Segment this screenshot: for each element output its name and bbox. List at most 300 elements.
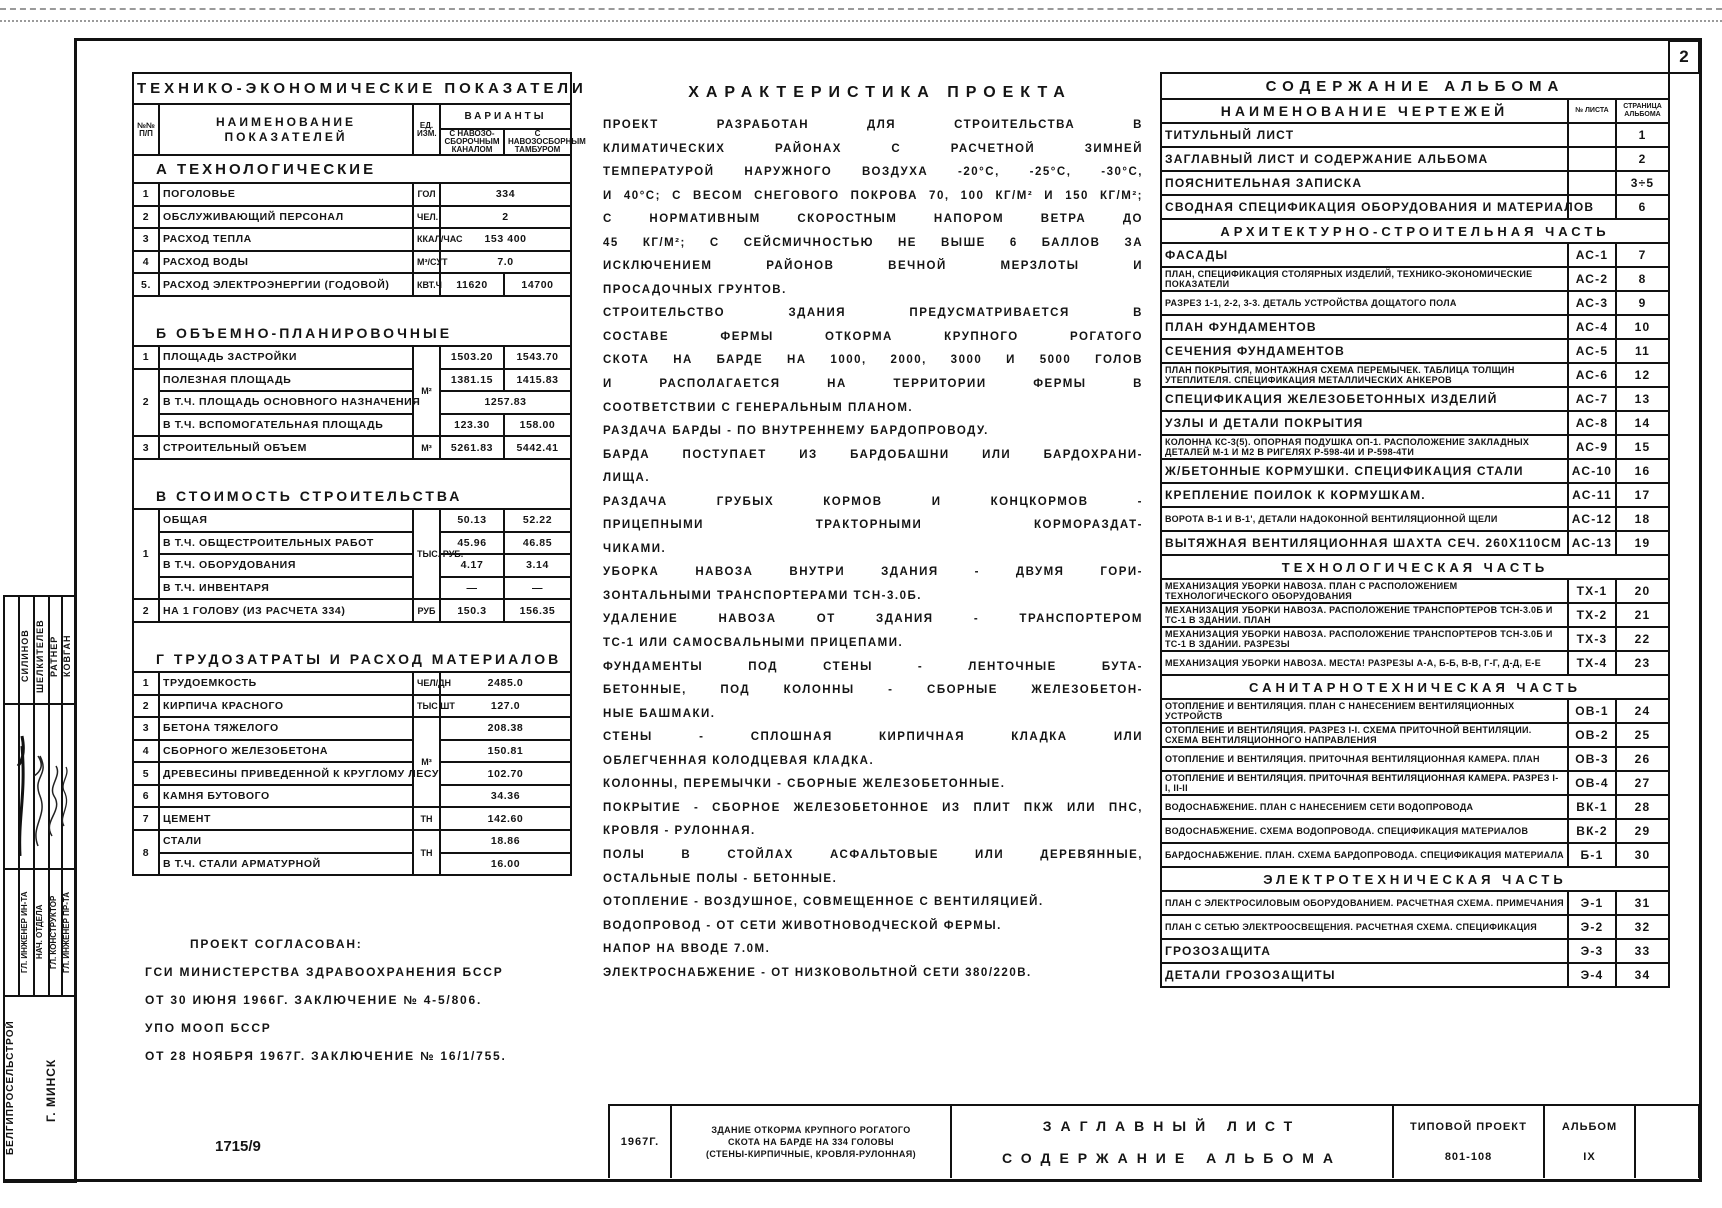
signatory-name: СИЛИНОВ [20, 629, 30, 683]
indicator-value: 11620 [440, 273, 504, 296]
contents-row [1161, 339, 1669, 363]
stamp-sheet-title-line: ЗАГЛАВНЫЙ ЛИСТ [1042, 1118, 1302, 1134]
indicator-number: 3 [133, 436, 159, 459]
stamp-project-label: ТИПОВОЙ ПРОЕКТ [1410, 1121, 1527, 1133]
indicators-section-title: А ТЕХНОЛОГИЧЕСКИЕ [133, 155, 571, 183]
contents-row [1161, 723, 1669, 747]
indicator-name: В Т.Ч. ОБЩЕСТРОИТЕЛЬНЫХ РАБОТ [159, 532, 413, 555]
drawing-name: ПЛАН ФУНДАМЕНТОВ [1161, 315, 1568, 339]
indicator-value: 14700 [504, 273, 571, 296]
stamp-album-label: АЛЬБОМ [1561, 1121, 1618, 1133]
indicator-name: ДРЕВЕСИНЫ ПРИВЕДЕННОЙ К КРУГЛОМУ ЛЕСУ [159, 762, 413, 785]
indicator-value: 153 400 [440, 228, 571, 251]
indicator-unit: ТЫС ШТ [413, 695, 440, 718]
drawing-name: МЕХАНИЗАЦИЯ УБОРКИ НАВОЗА. РАСПОЛОЖЕНИЕ ТРАНСПОРТЕРОВ ТСН-3.0Б И ТС-1 В ЗДАНИИ. РАЗРЕЗЫ [1161, 627, 1568, 651]
indicator-number: 2 [133, 369, 159, 437]
indicator-number: 2 [133, 599, 159, 622]
drawing-sheet-number: АС-12 [1568, 507, 1616, 531]
indicator-unit: ТН [413, 830, 440, 875]
header-unit: ЕД. ИЗМ. [413, 104, 440, 155]
project-text-line: УБОРКА НАВОЗА ВНУТРИ ЗДАНИЯ - ДВУМЯ ГОРИ- [603, 566, 1143, 579]
project-text-line: СТРОИТЕЛЬСТВО ЗДАНИЯ ПРЕДУСМАТРИВАЕТСЯ В [603, 307, 1143, 320]
project-text-line: КЛИМАТИЧЕСКИХ РАЙОНАХ С РАСЧЕТНОЙ ЗИМНЕЙ [603, 142, 1143, 155]
project-text-line: ИСКЛЮЧЕНИЕМ РАЙОНОВ ВЕЧНОЙ МЕРЗЛОТЫ И [603, 260, 1143, 273]
contents-row [1161, 819, 1669, 843]
drawing-sheet-number: ТХ-4 [1568, 651, 1616, 675]
indicator-row [133, 695, 571, 718]
stamp-album-number: IX [1583, 1151, 1596, 1163]
indicator-name: ПОГОЛОВЬЕ [159, 183, 413, 206]
drawing-album-page: 9 [1616, 291, 1669, 315]
indicator-value: — [440, 577, 504, 600]
frame-border-bottom [3, 1179, 1702, 1182]
contents-row [1161, 171, 1669, 195]
indicator-name: ПЛОЩАДЬ ЗАСТРОЙКИ [159, 346, 413, 369]
drawing-album-page: 20 [1616, 579, 1669, 603]
indicators-section-title: Г ТРУДОЗАТРАТЫ И РАСХОД МАТЕРИАЛОВ [133, 622, 571, 672]
indicator-unit: М³/СУТ [413, 251, 440, 274]
drawing-name: СПЕЦИФИКАЦИЯ ЖЕЛЕЗОБЕТОННЫХ ИЗДЕЛИЙ [1161, 387, 1568, 411]
indicator-row [133, 369, 571, 392]
drawing-name: РАЗРЕЗ 1-1, 2-2, 3-3. ДЕТАЛЬ УСТРОЙСТВА ДОЩАТОГО ПОЛА [1161, 291, 1568, 315]
project-text-line: ПРИЦЕПНЫМИ ТРАКТОРНЫМИ КОРМОРАЗДАТ- [603, 519, 1143, 532]
header-number: №№ П/П [133, 104, 159, 155]
drawing-sheet-number [1568, 123, 1616, 147]
drawing-name: СЕЧЕНИЯ ФУНДАМЕНТОВ [1161, 339, 1568, 363]
drawing-album-page: 15 [1616, 435, 1669, 459]
indicator-value: 334 [440, 183, 571, 206]
drawing-name: ПЛАН ПОКРЫТИЯ, МОНТАЖНАЯ СХЕМА ПЕРЕМЫЧЕК. ТАБЛИЦА ТОЛЩИН УТЕПЛИТЕЛЯ. СПЕЦИФИКАЦИЯ МЕТАЛЛИЧЕСКИХ АНКЕРОВ [1161, 363, 1568, 387]
header-album-page: СТРАНИЦА АЛЬБОМА [1616, 99, 1669, 123]
indicator-row [133, 206, 571, 229]
contents-row [1161, 267, 1669, 291]
indicator-name: В Т.Ч. ИНВЕНТАРЯ [159, 577, 413, 600]
project-text-line: ПРОСАДОЧНЫХ ГРУНТОВ. [603, 283, 787, 296]
drawing-name: ВОДОСНАБЖЕНИЕ. ПЛАН С НАНЕСЕНИЕМ СЕТИ ВОДОПРОВОДА [1161, 795, 1568, 819]
drawing-album-page: 2 [1616, 147, 1669, 171]
indicators-section-row [133, 296, 571, 346]
stamp-sheet-title-line: СОДЕРЖАНИЕ АЛЬБОМА [1002, 1150, 1342, 1166]
contents-row [1161, 147, 1669, 171]
indicator-row [133, 391, 571, 414]
approval-line: ОТ 28 НОЯБРЯ 1967Г. ЗАКЛЮЧЕНИЕ № 16/1/755. [145, 1049, 507, 1063]
indicator-name: КАМНЯ БУТОВОГО [159, 785, 413, 808]
drawing-album-page: 27 [1616, 771, 1669, 795]
scan-edge-line [0, 20, 1722, 22]
indicator-value: 102.70 [440, 762, 571, 785]
indicator-name: РАСХОД ЭЛЕКТРОЭНЕРГИИ (ГОДОВОЙ) [159, 273, 413, 296]
project-text-line: РАЗДАЧА ГРУБЫХ КОРМОВ И КОНЦКОРМОВ - [603, 495, 1143, 508]
indicators-section-row [133, 622, 571, 672]
drawing-album-page: 3÷5 [1616, 171, 1669, 195]
project-text-line: СООТВЕТСТВИИ С ГЕНЕРАЛЬНЫМ ПЛАНОМ. [603, 401, 914, 414]
drawing-name: СВОДНАЯ СПЕЦИФИКАЦИЯ ОБОРУДОВАНИЯ И МАТЕРИАЛОВ [1161, 195, 1568, 219]
drawing-sheet-number: ТХ-2 [1568, 603, 1616, 627]
indicator-value: 208.38 [440, 717, 571, 740]
indicator-value: — [504, 577, 571, 600]
contents-section-title: АРХИТЕКТУРНО-СТРОИТЕЛЬНАЯ ЧАСТЬ [1161, 219, 1669, 243]
project-text-line: ЗОНТАЛЬНЫМИ ТРАНСПОРТЕРАМИ ТСН-3.0Б. [603, 589, 922, 602]
stamp-object-line: (СТЕНЫ-КИРПИЧНЫЕ, КРОВЛЯ-РУЛОННАЯ) [705, 1149, 917, 1159]
indicator-value: 16.00 [440, 853, 571, 876]
project-text-line: ТС-1 ИЛИ САМОСВАЛЬНЫМИ ПРИЦЕПАМИ. [603, 637, 904, 650]
project-text-line: ЛИЩА. [603, 472, 651, 485]
indicator-name: ОБСЛУЖИВАЮЩИЙ ПЕРСОНАЛ [159, 206, 413, 229]
contents-section-row [1161, 555, 1669, 579]
project-text-line: ВОДОПРОВОД - ОТ СЕТИ ЖИВОТНОВОДЧЕСКОЙ ФЕРМЫ. [603, 919, 1002, 932]
inventory-number: 1715/9 [215, 1138, 261, 1155]
drawing-sheet-number: ОВ-1 [1568, 699, 1616, 723]
indicators-title: ТЕХНИКО-ЭКОНОМИЧЕСКИЕ ПОКАЗАТЕЛИ [133, 73, 571, 104]
indicator-row [133, 183, 571, 206]
indicator-value: 156.35 [504, 599, 571, 622]
header-sheet-number: № ЛИСТА [1568, 99, 1616, 123]
indicator-value: 127.0 [440, 695, 571, 718]
drawing-album-page: 11 [1616, 339, 1669, 363]
drawing-album-page: 21 [1616, 603, 1669, 627]
contents-row [1161, 939, 1669, 963]
drawing-album-page: 23 [1616, 651, 1669, 675]
contents-section-row [1161, 675, 1669, 699]
drawing-album-page: 1 [1616, 123, 1669, 147]
indicator-value: 7.0 [440, 251, 571, 274]
project-text-line: УДАЛЕНИЕ НАВОЗА ОТ ЗДАНИЯ - ТРАНСПОРТЕРОМ [603, 613, 1143, 626]
indicator-value: 46.85 [504, 532, 571, 555]
drawing-sheet-number: ОВ-2 [1568, 723, 1616, 747]
title-block-row [609, 1105, 1699, 1178]
indicator-number: 4 [133, 251, 159, 274]
indicator-unit: РУБ [413, 599, 440, 622]
drawing-album-page: 24 [1616, 699, 1669, 723]
indicator-unit: ККАЛ/ЧАС [413, 228, 440, 251]
drawing-album-page: 19 [1616, 531, 1669, 555]
drawing-album-page: 25 [1616, 723, 1669, 747]
indicator-value: 150.81 [440, 740, 571, 763]
drawing-sheet-number [1568, 171, 1616, 195]
drawing-sheet-number: Э-4 [1568, 963, 1616, 987]
drawing-name: КОЛОННА КС-3(5). ОПОРНАЯ ПОДУШКА ОП-1. РАСПОЛОЖЕНИЕ ЗАКЛАДНЫХ ДЕТАЛЕЙ М-1 И М2 В РИГЕЛЯХ Р-598-4И И Р-598-4ТИ [1161, 435, 1568, 459]
project-text-line: 45 КГ/М²; С СЕЙСМИЧНОСТЬЮ НЕ ВЫШЕ 6 БАЛЛОВ ЗА [603, 236, 1143, 249]
project-characteristics-text [603, 114, 1143, 985]
drawing-sheet-number: АС-10 [1568, 459, 1616, 483]
signatory-name: РАТНЕР [49, 635, 59, 677]
indicator-number: 1 [133, 672, 159, 695]
indicator-number: 3 [133, 228, 159, 251]
contents-row [1161, 627, 1669, 651]
contents-row [1161, 123, 1669, 147]
indicator-value: 3.14 [504, 554, 571, 577]
project-text-line: ТЕМПЕРАТУРОЙ НАРУЖНОГО ВОЗДУХА -20°С, -25°С, -30°С, [603, 166, 1143, 179]
indicator-name: НА 1 ГОЛОВУ (ИЗ РАСЧЕТА 334) [159, 599, 413, 622]
drawing-sheet-number: АС-6 [1568, 363, 1616, 387]
frame-border-top [74, 38, 1700, 41]
indicator-row [133, 717, 571, 740]
stamp-object [671, 1105, 951, 1178]
contents-row [1161, 771, 1669, 795]
contents-row [1161, 747, 1669, 771]
drawing-name: МЕХАНИЗАЦИЯ УБОРКИ НАВОЗА. МЕСТА! РАЗРЕЗЫ А-А, Б-Б, В-В, Г-Г, Д-Д, Е-Е [1161, 651, 1568, 675]
signatory-position: ГЛ. ИНЖЕНЕР ПР-ТА [62, 891, 71, 973]
indicator-number: 5. [133, 273, 159, 296]
drawing-name: ВОДОСНАБЖЕНИЕ. СХЕМА ВОДОПРОВОДА. СПЕЦИФИКАЦИЯ МАТЕРИАЛОВ [1161, 819, 1568, 843]
indicator-number: 4 [133, 740, 159, 763]
project-text-line: ОТОПЛЕНИЕ - ВОЗДУШНОЕ, СОВМЕЩЕННОЕ С ВЕНТИЛЯЦИЕЙ. [603, 896, 1044, 909]
contents-section-row [1161, 219, 1669, 243]
indicator-name: СТАЛИ [159, 830, 413, 853]
indicators-title-row [133, 73, 571, 104]
stamp-object-line: ЗДАНИЕ ОТКОРМА КРУПНОГО РОГАТОГО [711, 1125, 911, 1135]
project-text-line: ПОКРЫТИЕ - СБОРНОЕ ЖЕЛЕЗОБЕТОННОЕ ИЗ ПЛИТ ПКЖ ИЛИ ПНС, [603, 801, 1143, 814]
drawing-sheet-number [1568, 147, 1616, 171]
title-block [608, 1104, 1700, 1178]
contents-title-row [1161, 73, 1669, 99]
indicator-row [133, 414, 571, 437]
indicator-name: ПОЛЕЗНАЯ ПЛОЩАДЬ [159, 369, 413, 392]
drawing-album-page: 28 [1616, 795, 1669, 819]
indicator-row [133, 853, 571, 876]
drawing-name: ОТОПЛЕНИЕ И ВЕНТИЛЯЦИЯ. ПРИТОЧНАЯ ВЕНТИЛЯЦИОННАЯ КАМЕРА. ПЛАН [1161, 747, 1568, 771]
indicator-name: В Т.Ч. ОБОРУДОВАНИЯ [159, 554, 413, 577]
stamp-sheet-title [951, 1105, 1393, 1178]
indicator-value: 150.3 [440, 599, 504, 622]
indicator-row [133, 509, 571, 532]
contents-row [1161, 363, 1669, 387]
indicator-name: ЦЕМЕНТ [159, 807, 413, 830]
contents-row [1161, 531, 1669, 555]
stamp-year: 1967Г. [609, 1105, 671, 1178]
indicator-row [133, 554, 571, 577]
indicator-number: 2 [133, 206, 159, 229]
signatory-position: НАЧ. ОТДЕЛА [35, 904, 44, 960]
indicator-unit: ТЫС. РУБ. [413, 509, 440, 599]
drawing-name: ОТОПЛЕНИЕ И ВЕНТИЛЯЦИЯ. ПРИТОЧНАЯ ВЕНТИЛЯЦИОННАЯ КАМЕРА. РАЗРЕЗ I-I, II-II [1161, 771, 1568, 795]
indicator-value: 1381.15 [440, 369, 504, 392]
indicator-unit: М³ [413, 717, 440, 807]
drawing-name: ОТОПЛЕНИЕ И ВЕНТИЛЯЦИЯ. ПЛАН С НАНЕСЕНИЕМ ВЕНТИЛЯЦИОННЫХ УСТРОЙСТВ [1161, 699, 1568, 723]
approval-title: ПРОЕКТ СОГЛАСОВАН: [190, 937, 363, 951]
drawing-album-page: 34 [1616, 963, 1669, 987]
approval-block [145, 930, 625, 1070]
header-drawing-name: НАИМЕНОВАНИЕ ЧЕРТЕЖЕЙ [1161, 99, 1568, 123]
contents-section-row [1161, 867, 1669, 891]
drawing-album-page: 29 [1616, 819, 1669, 843]
approval-line: УПО МООП БССР [145, 1021, 272, 1035]
drawing-name: ГРОЗОЗАЩИТА [1161, 939, 1568, 963]
project-text-line: КОЛОННЫ, ПЕРЕМЫЧКИ - СБОРНЫЕ ЖЕЛЕЗОБЕТОННЫЕ. [603, 778, 1006, 791]
drawing-name: ТИТУЛЬНЫЙ ЛИСТ [1161, 123, 1568, 147]
drawing-name: КРЕПЛЕНИЕ ПОИЛОК К КОРМУШКАМ. [1161, 483, 1568, 507]
stamp-project-number: 801-108 [1444, 1151, 1493, 1163]
contents-row [1161, 435, 1669, 459]
contents-row [1161, 795, 1669, 819]
scan-edge-line [0, 8, 1722, 10]
drawing-name: ПЛАН С ЭЛЕКТРОСИЛОВЫМ ОБОРУДОВАНИЕМ. РАСЧЕТНАЯ СХЕМА. ПРИМЕЧАНИЯ [1161, 891, 1568, 915]
drawing-sheet-number: АС-4 [1568, 315, 1616, 339]
approval-line: ОТ 30 ИЮНЯ 1966Г. ЗАКЛЮЧЕНИЕ № 4-5/806. [145, 993, 483, 1007]
indicator-value: 50.13 [440, 509, 504, 532]
stamp-project [1393, 1105, 1544, 1178]
indicator-name: СБОРНОГО ЖЕЛЕЗОБЕТОНА [159, 740, 413, 763]
indicator-value: 158.00 [504, 414, 571, 437]
indicator-row [133, 740, 571, 763]
indicators-section-row [133, 459, 571, 509]
indicator-number: 1 [133, 509, 159, 599]
indicators-section-row [133, 155, 571, 183]
drawing-album-page: 13 [1616, 387, 1669, 411]
project-text-line: НЫЕ БАШМАКИ. [603, 707, 716, 720]
approval-line: ГСИ МИНИСТЕРСТВА ЗДРАВООХРАНЕНИЯ БССР [145, 965, 504, 979]
indicator-name: РАСХОД ТЕПЛА [159, 228, 413, 251]
indicator-row [133, 599, 571, 622]
indicator-unit: М² [413, 346, 440, 436]
indicator-value: 5261.83 [440, 436, 504, 459]
drawing-sheet-number: Э-2 [1568, 915, 1616, 939]
project-text-line: СКОТА НА БАРДЕ НА 1000, 2000, 3000 И 5000 ГОЛОВ [603, 354, 1143, 367]
drawing-sheet-number: ВК-2 [1568, 819, 1616, 843]
contents-section-title: ЭЛЕКТРОТЕХНИЧЕСКАЯ ЧАСТЬ [1161, 867, 1669, 891]
indicator-row [133, 346, 571, 369]
project-text-line: ОБЛЕГЧЕННАЯ КОЛОДЦЕВАЯ КЛАДКА. [603, 754, 875, 767]
drawing-album-page: 31 [1616, 891, 1669, 915]
contents-row [1161, 387, 1669, 411]
indicator-number: 8 [133, 830, 159, 875]
indicator-row [133, 577, 571, 600]
drawing-sheet-number: АС-7 [1568, 387, 1616, 411]
contents-section-title: САНИТАРНОТЕХНИЧЕСКАЯ ЧАСТЬ [1161, 675, 1669, 699]
contents-row [1161, 963, 1669, 987]
indicator-row [133, 807, 571, 830]
indicator-value: 34.36 [440, 785, 571, 808]
contents-row [1161, 459, 1669, 483]
drawing-album-page: 10 [1616, 315, 1669, 339]
drawing-sheet-number: ТХ-1 [1568, 579, 1616, 603]
drawing-sheet-number: АС-2 [1568, 267, 1616, 291]
drawing-album-page: 6 [1616, 195, 1669, 219]
frame-border-right [1699, 38, 1702, 1180]
drawing-sheet-number: ОВ-3 [1568, 747, 1616, 771]
drawing-sheet-number: АС-8 [1568, 411, 1616, 435]
drawing-sheet-number: ВК-1 [1568, 795, 1616, 819]
indicator-unit: ГОЛ [413, 183, 440, 206]
drawing-sheet-number: ТХ-3 [1568, 627, 1616, 651]
indicator-number: 5 [133, 762, 159, 785]
indicator-value: 52.22 [504, 509, 571, 532]
indicator-row [133, 228, 571, 251]
drawing-album-page: 14 [1616, 411, 1669, 435]
contents-row [1161, 243, 1669, 267]
drawing-sheet-number: Э-3 [1568, 939, 1616, 963]
drawing-sheet-number: Б-1 [1568, 843, 1616, 867]
contents-row [1161, 315, 1669, 339]
indicator-value: 2485.0 [440, 672, 571, 695]
indicator-name: ОБЩАЯ [159, 509, 413, 532]
drawing-album-page: 33 [1616, 939, 1669, 963]
indicator-row [133, 672, 571, 695]
drawing-name: ДЕТАЛИ ГРОЗОЗАЩИТЫ [1161, 963, 1568, 987]
contents-row [1161, 507, 1669, 531]
contents-row [1161, 195, 1669, 219]
signatory-position: ГЛ. КОНСТРУКТОР [49, 895, 58, 969]
indicator-number: 2 [133, 695, 159, 718]
indicator-name: РАСХОД ВОДЫ [159, 251, 413, 274]
indicator-value: 45.96 [440, 532, 504, 555]
indicators-table [132, 72, 587, 876]
indicator-name: В Т.Ч. ПЛОЩАДЬ ОСНОВНОГО НАЗНАЧЕНИЯ [159, 391, 413, 414]
contents-row [1161, 699, 1669, 723]
project-text-line: И РАСПОЛАГАЕТСЯ НА ТЕРРИТОРИИ ФЕРМЫ В [603, 378, 1143, 391]
drawing-name: УЗЛЫ И ДЕТАЛИ ПОКРЫТИЯ [1161, 411, 1568, 435]
indicator-name: СТРОИТЕЛЬНЫЙ ОБЪЕМ [159, 436, 413, 459]
drawing-name: ОТОПЛЕНИЕ И ВЕНТИЛЯЦИЯ. РАЗРЕЗ I-I. СХЕМА ПРИТОЧНОЙ ВЕНТИЛЯЦИИ. СХЕМА ВЕНТИЛЯЦИОННОГО НАПРАВЛЕНИЯ [1161, 723, 1568, 747]
indicator-value: 123.30 [440, 414, 504, 437]
indicator-value: 1415.83 [504, 369, 571, 392]
drawing-sheet-number: АС-5 [1568, 339, 1616, 363]
project-text-line: НАПОР НА ВВОДЕ 7.0М. [603, 943, 771, 956]
indicator-row [133, 273, 571, 296]
indicator-row [133, 532, 571, 555]
header-variant-1: С НАВОЗО-СБОРОЧНЫМ КАНАЛОМ [440, 129, 504, 155]
drawing-album-page: 16 [1616, 459, 1669, 483]
project-text-line: БАРДА ПОСТУПАЕТ ИЗ БАРДОБАШНИ ИЛИ БАРДОХРАНИ- [603, 448, 1143, 461]
indicator-value: 4.17 [440, 554, 504, 577]
indicator-unit: КВТ.Ч [413, 273, 440, 296]
signatory-name: ШЕЛКИТЕЛЕВ [35, 619, 45, 693]
drawing-name: ВЫТЯЖНАЯ ВЕНТИЛЯЦИОННАЯ ШАХТА СЕЧ. 260X110СМ [1161, 531, 1568, 555]
project-text-line: КРОВЛЯ - РУЛОННАЯ. [603, 825, 756, 838]
stamp-empty-cell [1635, 1105, 1699, 1178]
project-text-line: ПОЛЫ В СТОЙЛАХ АСФАЛЬТОВЫЕ ИЛИ ДЕРЕВЯННЫЕ, [603, 848, 1143, 861]
drawing-name: ФАСАДЫ [1161, 243, 1568, 267]
header-variant-2: С НАВОЗОСБОРНЫМ ТАМБУРОМ [504, 129, 571, 155]
indicators-header-row [133, 104, 571, 129]
indicator-value: 1543.70 [504, 346, 571, 369]
contents-title: СОДЕРЖАНИЕ АЛЬБОМА [1161, 73, 1669, 99]
drawing-sheet-number: АС-1 [1568, 243, 1616, 267]
indicator-number: 7 [133, 807, 159, 830]
indicator-unit: ЧЕЛ. [413, 206, 440, 229]
drawing-name: БАРДОСНАБЖЕНИЕ. ПЛАН. СХЕМА БАРДОПРОВОДА. СПЕЦИФИКАЦИЯ МАТЕРИАЛА [1161, 843, 1568, 867]
indicator-name: В Т.Ч. СТАЛИ АРМАТУРНОЙ [159, 853, 413, 876]
indicator-number: 1 [133, 183, 159, 206]
drawing-album-page: 30 [1616, 843, 1669, 867]
drawing-name: МЕХАНИЗАЦИЯ УБОРКИ НАВОЗА. ПЛАН С РАСПОЛОЖЕНИЕМ ТЕХНОЛОГИЧЕСКОГО ОБОРУДОВАНИЯ [1161, 579, 1568, 603]
indicator-value: 5442.41 [504, 436, 571, 459]
drawing-name: ВОРОТА В-1 И В-1', ДЕТАЛИ НАДОКОННОЙ ВЕНТИЛЯЦИОННОЙ ЩЕЛИ [1161, 507, 1568, 531]
drawing-sheet-number: АС-3 [1568, 291, 1616, 315]
project-characteristics-title: ХАРАКТЕРИСТИКА ПРОЕКТА [688, 84, 1072, 101]
drawing-sheet-number: АС-9 [1568, 435, 1616, 459]
contents-row [1161, 891, 1669, 915]
indicator-value: 1257.83 [440, 391, 571, 414]
project-text-line: БЕТОННЫЕ, ПОД КОЛОННЫ - СБОРНЫЕ ЖЕЛЕЗОБЕТОН- [603, 684, 1143, 697]
signatory-name: КОВГАН [62, 634, 72, 678]
strip-divider [3, 703, 75, 705]
contents-row [1161, 603, 1669, 627]
indicator-value: 142.60 [440, 807, 571, 830]
project-text-line: ОСТАЛЬНЫЕ ПОЛЫ - БЕТОННЫЕ. [603, 872, 838, 885]
drawing-sheet-number: ОВ-4 [1568, 771, 1616, 795]
stamp-album [1544, 1105, 1635, 1178]
drawing-album-page: 18 [1616, 507, 1669, 531]
contents-row [1161, 915, 1669, 939]
drawing-album-page: 8 [1616, 267, 1669, 291]
stamp-object-line: СКОТА НА БАРДЕ НА 334 ГОЛОВЫ [727, 1137, 894, 1147]
drawing-name: МЕХАНИЗАЦИЯ УБОРКИ НАВОЗА. РАСПОЛОЖЕНИЕ ТРАНСПОРТЕРОВ ТСН-3.0Б И ТС-1 В ЗДАНИИ. ПЛАН [1161, 603, 1568, 627]
indicator-unit: М³ [413, 436, 440, 459]
drawing-name: ПОЯСНИТЕЛЬНАЯ ЗАПИСКА [1161, 171, 1568, 195]
indicator-unit: ТН [413, 807, 440, 830]
indicator-name: ТРУДОЕМКОСТЬ [159, 672, 413, 695]
